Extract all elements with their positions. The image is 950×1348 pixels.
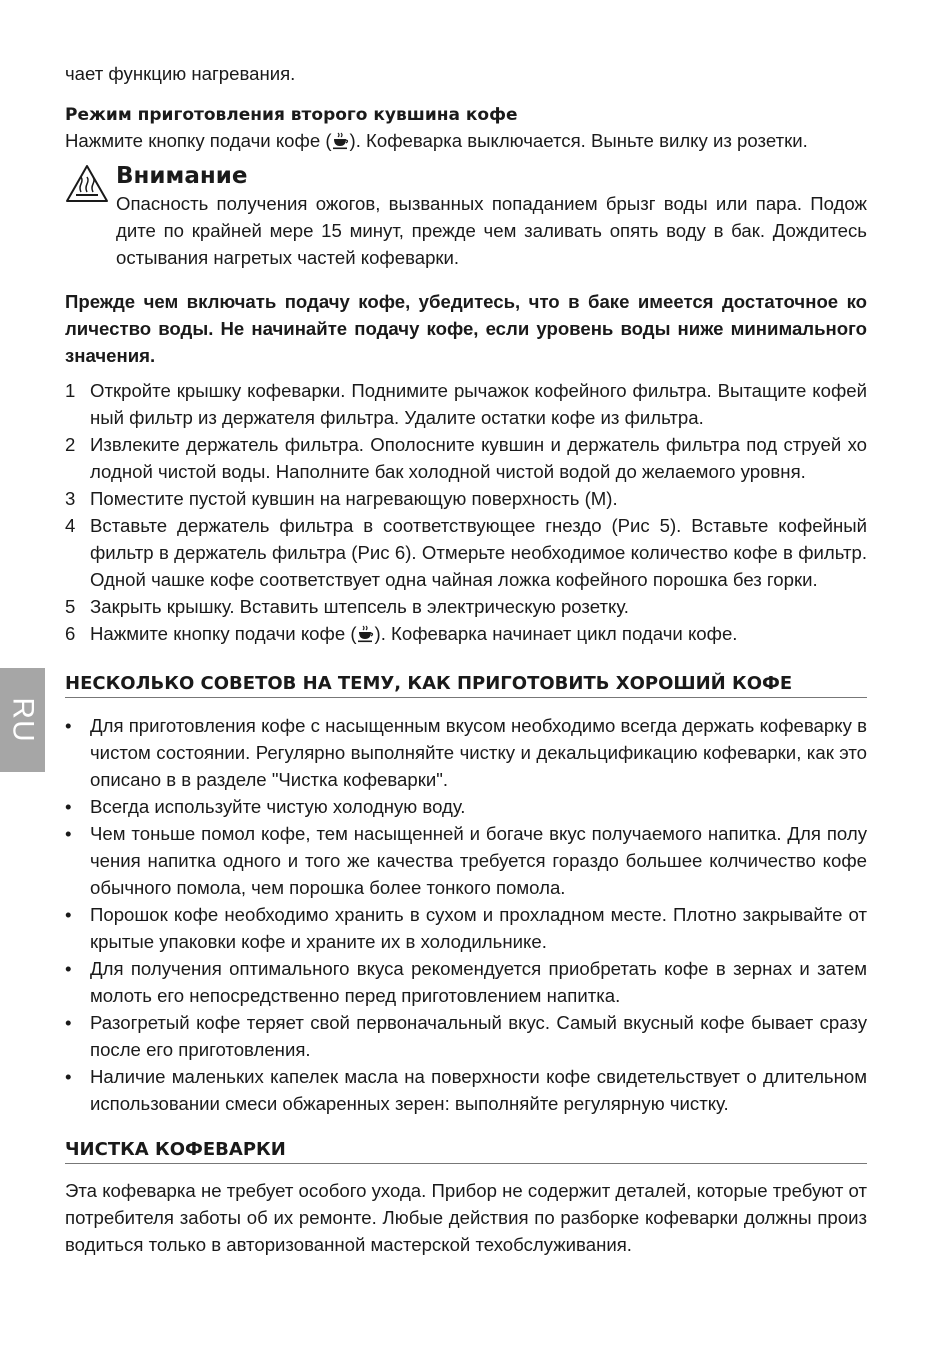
second-jug-text-part1: Нажмите кнопку подачи кофе ( bbox=[65, 130, 332, 151]
list-item bbox=[65, 431, 867, 485]
step-text: Закрыть крышку. Вставить штепсель в электрическую розетку. bbox=[90, 596, 629, 617]
tip-text: Для получения оптимального вкуса рекомендуется приобретать кофе в зернах и затем молоть его непосредственно перед приготовлением напитка. bbox=[90, 958, 867, 1006]
step-text-part2: ). Кофеварка начинает цикл подачи кофе. bbox=[374, 623, 738, 644]
tip-text: Чем тоньше помол кофе, тем насыщенней и богаче вкус получаемого напитка. Для полу чения напитка одного и того же качества требуется гораздо большее колчичество кофе обычного помола, чем порошка более тонкого помола. bbox=[90, 823, 867, 898]
warning-block bbox=[65, 162, 867, 271]
list-item bbox=[65, 593, 867, 620]
hot-surface-warning-icon bbox=[65, 164, 109, 204]
list-item bbox=[65, 620, 867, 647]
bullet: • bbox=[65, 715, 72, 736]
coffee-cup-icon bbox=[357, 625, 375, 643]
water-level-note: Прежде чем включать подачу кофе, убедитесь, что в баке имеется достаточное ко личество воды. Не начинайте подачу кофе, если уровень воды ниже минимального значения. bbox=[65, 291, 867, 366]
step-number: 2 bbox=[65, 434, 76, 455]
step-text: Вставьте держатель фильтра в соответствующее гнездо (Рис 5). Вставьте кофейный фильтр в держатель фильтра (Рис 6). Отмерьте необходимое количество кофе в фильтр. Одной чашке кофе соответствует одна чайная ложка кофейного порошка без горки. bbox=[90, 515, 867, 590]
second-jug-section bbox=[65, 103, 867, 154]
list-item bbox=[65, 512, 867, 593]
list-item bbox=[65, 377, 867, 431]
list-item bbox=[65, 901, 867, 955]
second-jug-text-part2: ). Кофеварка выключается. Выньте вилку из розетки. bbox=[349, 130, 808, 151]
second-jug-text bbox=[65, 127, 867, 154]
step-number: 4 bbox=[65, 515, 76, 536]
bullet: • bbox=[65, 958, 72, 979]
tip-text: Наличие маленьких капелек масла на поверхности кофе свидетельствует о длительном использовании смеси обжаренных зерен: выполняйте регулярную чистку. bbox=[90, 1066, 867, 1114]
list-item bbox=[65, 955, 867, 1009]
coffee-cup-icon bbox=[332, 132, 350, 150]
list-item bbox=[65, 820, 867, 901]
step-text: Поместите пустой кувшин на нагревающую поверхность (M). bbox=[90, 488, 618, 509]
tip-text: Порошок кофе необходимо хранить в сухом и прохладном месте. Плотно закрывайте от крытые упаковки кофе и храните их в холодильнике. bbox=[90, 904, 867, 952]
bullet: • bbox=[65, 1012, 72, 1033]
list-item bbox=[65, 1063, 867, 1117]
tip-text: Всегда используйте чистую холодную воду. bbox=[90, 796, 466, 817]
tips-list bbox=[65, 712, 867, 1117]
bullet: • bbox=[65, 796, 72, 817]
step-number: 5 bbox=[65, 596, 76, 617]
cleaning-heading: ЧИСТКА КОФЕВАРКИ bbox=[65, 1137, 867, 1164]
page-content bbox=[65, 60, 867, 1258]
tip-text: Разогретый кофе теряет свой первоначальный вкус. Самый вкусный кофе бывает сразу после его приготовления. bbox=[90, 1012, 867, 1060]
warning-text: Опасность получения ожогов, вызванных попаданием брызг воды или пара. Подож дите по крайней мере 15 минут, прежде чем заливать опять воду в бак. Дождитесь остывания нагретых частей кофеварки. bbox=[116, 193, 867, 268]
tips-heading: НЕСКОЛЬКО СОВЕТОВ НА ТЕМУ, КАК ПРИГОТОВИТЬ ХОРОШИЙ КОФЕ bbox=[65, 671, 867, 698]
language-tab bbox=[0, 668, 45, 772]
intro-tail-text: чает функцию нагревания. bbox=[65, 63, 296, 84]
language-tab-label: RU bbox=[6, 697, 39, 743]
step-number: 6 bbox=[65, 623, 76, 644]
steps-list bbox=[65, 377, 867, 647]
tip-text: Для приготовления кофе с насыщенным вкусом необходимо всегда держать кофеварку в чистом состоянии. Регулярно выполняйте чистку и декальцификацию кофеварки, как это описано в в разделе "Чистка кофеварки". bbox=[90, 715, 867, 790]
step-text-part1: Нажмите кнопку подачи кофе ( bbox=[90, 623, 357, 644]
list-item bbox=[65, 712, 867, 793]
step-number: 1 bbox=[65, 380, 76, 401]
cleaning-text: Эта кофеварка не требует особого ухода. Прибор не содержит деталей, которые требуют от потребителя заботы об их ремонте. Любые действия по разборке кофеварки должны произ водиться только в авторизованной мастерской техобслуживания. bbox=[65, 1180, 867, 1255]
second-jug-heading: Режим приготовления второго кувшина кофе bbox=[65, 105, 518, 125]
step-number: 3 bbox=[65, 488, 76, 509]
bullet: • bbox=[65, 823, 72, 844]
step-text: Откройте крышку кофеварки. Поднимите рычажок кофейного фильтра. Вытащите кофей ный фильтр из держателя фильтра. Удалите остатки кофе из фильтра. bbox=[90, 380, 867, 428]
warning-title: Внимание bbox=[116, 163, 248, 189]
list-item bbox=[65, 793, 867, 820]
list-item bbox=[65, 485, 867, 512]
bullet: • bbox=[65, 1066, 72, 1087]
list-item bbox=[65, 1009, 867, 1063]
bullet: • bbox=[65, 904, 72, 925]
step-text: Извлеките держатель фильтра. Ополосните кувшин и держатель фильтра под струей хо лодной чистой воды. Наполните бак холодной чистой водой до желаемого уровня. bbox=[90, 434, 867, 482]
